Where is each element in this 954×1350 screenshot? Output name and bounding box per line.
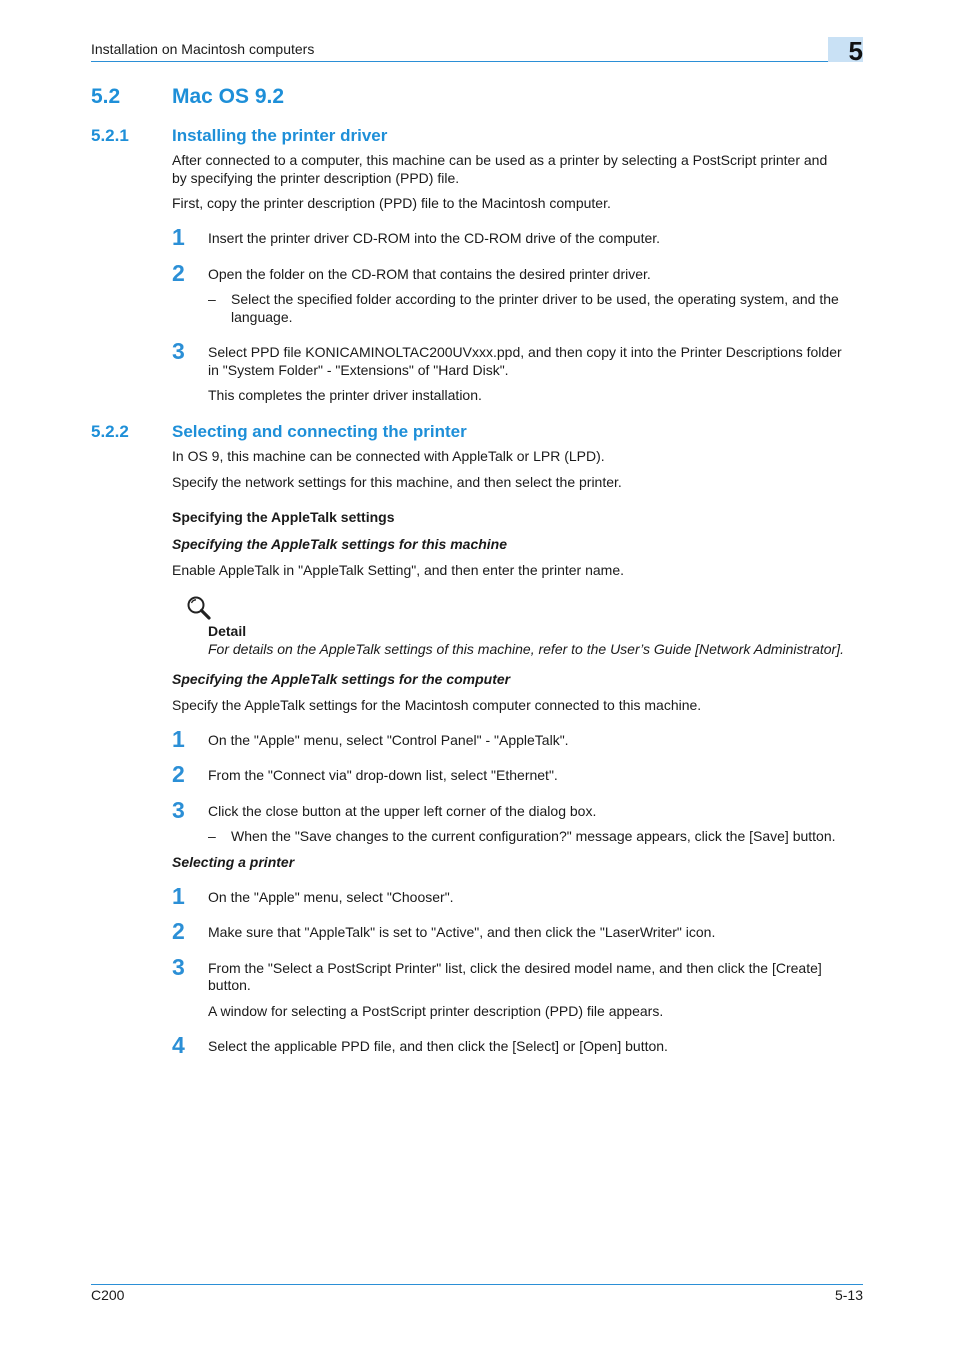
chapter-number: 5	[848, 36, 863, 66]
step-text: Make sure that "AppleTalk" is set to "Active", and then click the "LaserWriter" icon.	[208, 924, 716, 940]
footer-model: C200	[91, 1287, 125, 1303]
sub-step-text: language.	[231, 309, 293, 325]
minor-heading: Specifying the AppleTalk settings	[172, 509, 395, 525]
step-text: Click the close button at the upper left corner of the dialog box.	[208, 803, 597, 819]
step-number: 3	[172, 954, 185, 980]
page-number: 5-13	[834, 1287, 863, 1303]
header-rule	[91, 61, 863, 62]
step-number: 2	[172, 260, 185, 286]
paragraph: Specify the network settings for this machine, and then select the printer.	[172, 474, 622, 490]
paragraph: First, copy the printer description (PPD) file to the Macintosh computer.	[172, 195, 611, 211]
subsection-title: Installing the printer driver	[172, 126, 388, 145]
step-text: Select the applicable PPD file, and then click the [Select] or [Open] button.	[208, 1038, 668, 1054]
step-text: From the "Select a PostScript Printer" list, click the desired model name, and then click the [Create]	[208, 960, 822, 976]
paragraph: Specify the AppleTalk settings for the Macintosh computer connected to this machine.	[172, 697, 702, 713]
paragraph: A window for selecting a PostScript printer description (PPD) file appears.	[208, 1003, 664, 1019]
sub-step-text: Select the specified folder according to the printer driver to be used, the operating system, and the	[231, 291, 839, 307]
step-text: Insert the printer driver CD-ROM into the CD-ROM drive of the computer.	[208, 230, 661, 246]
step-number: 1	[172, 224, 185, 250]
subsection-title: Selecting and connecting the printer	[172, 422, 467, 441]
step-text: in "System Folder" - "Extensions" of "Hard Disk".	[208, 362, 509, 378]
step-number: 1	[172, 726, 185, 752]
italic-heading: Specifying the AppleTalk settings for this machine	[172, 536, 508, 552]
paragraph: Enable AppleTalk in "AppleTalk Setting", and then enter the printer name.	[172, 562, 625, 578]
step-number: 2	[172, 761, 185, 787]
dash-bullet: –	[208, 291, 216, 307]
paragraph: In OS 9, this machine can be connected with AppleTalk or LPR (LPD).	[172, 448, 605, 464]
section-number: 5.2	[91, 85, 121, 108]
step-number: 1	[172, 883, 185, 909]
italic-heading: Specifying the AppleTalk settings for the computer	[172, 671, 511, 687]
step-text: On the "Apple" menu, select "Chooser".	[208, 889, 454, 905]
subsection-number: 5.2.2	[91, 422, 129, 441]
sub-step-text: When the "Save changes to the current configuration?" message appears, click the [Save] button.	[231, 828, 836, 844]
paragraph: by specifying the printer description (PPD) file.	[172, 170, 460, 186]
detail-text: For details on the AppleTalk settings of this machine, refer to the User’s Guide [Network Administrator].	[208, 641, 844, 657]
paragraph: After connected to a computer, this machine can be used as a printer by selecting a PostScript printer and	[172, 152, 828, 168]
italic-heading: Selecting a printer	[172, 854, 295, 870]
step-text: From the "Connect via" drop-down list, select "Ethernet".	[208, 767, 558, 783]
detail-label: Detail	[208, 623, 247, 639]
dash-bullet: –	[208, 828, 216, 844]
step-number: 2	[172, 918, 185, 944]
step-text: On the "Apple" menu, select "Control Panel" - "AppleTalk".	[208, 732, 569, 748]
footer-rule	[91, 1284, 863, 1285]
step-text: Open the folder on the CD-ROM that contains the desired printer driver.	[208, 266, 651, 282]
step-number: 4	[172, 1032, 185, 1058]
section-title: Mac OS 9.2	[172, 85, 285, 108]
magnifier-icon	[186, 595, 212, 621]
paragraph: This completes the printer driver installation.	[208, 387, 482, 403]
step-number: 3	[172, 338, 185, 364]
running-header: Installation on Macintosh computers	[91, 41, 315, 57]
step-number: 3	[172, 797, 185, 823]
step-text: Select PPD file KONICAMINOLTAC200UVxxx.ppd, and then copy it into the Printer Descriptions folder	[208, 344, 842, 360]
subsection-number: 5.2.1	[91, 126, 129, 145]
step-text: button.	[208, 977, 251, 993]
